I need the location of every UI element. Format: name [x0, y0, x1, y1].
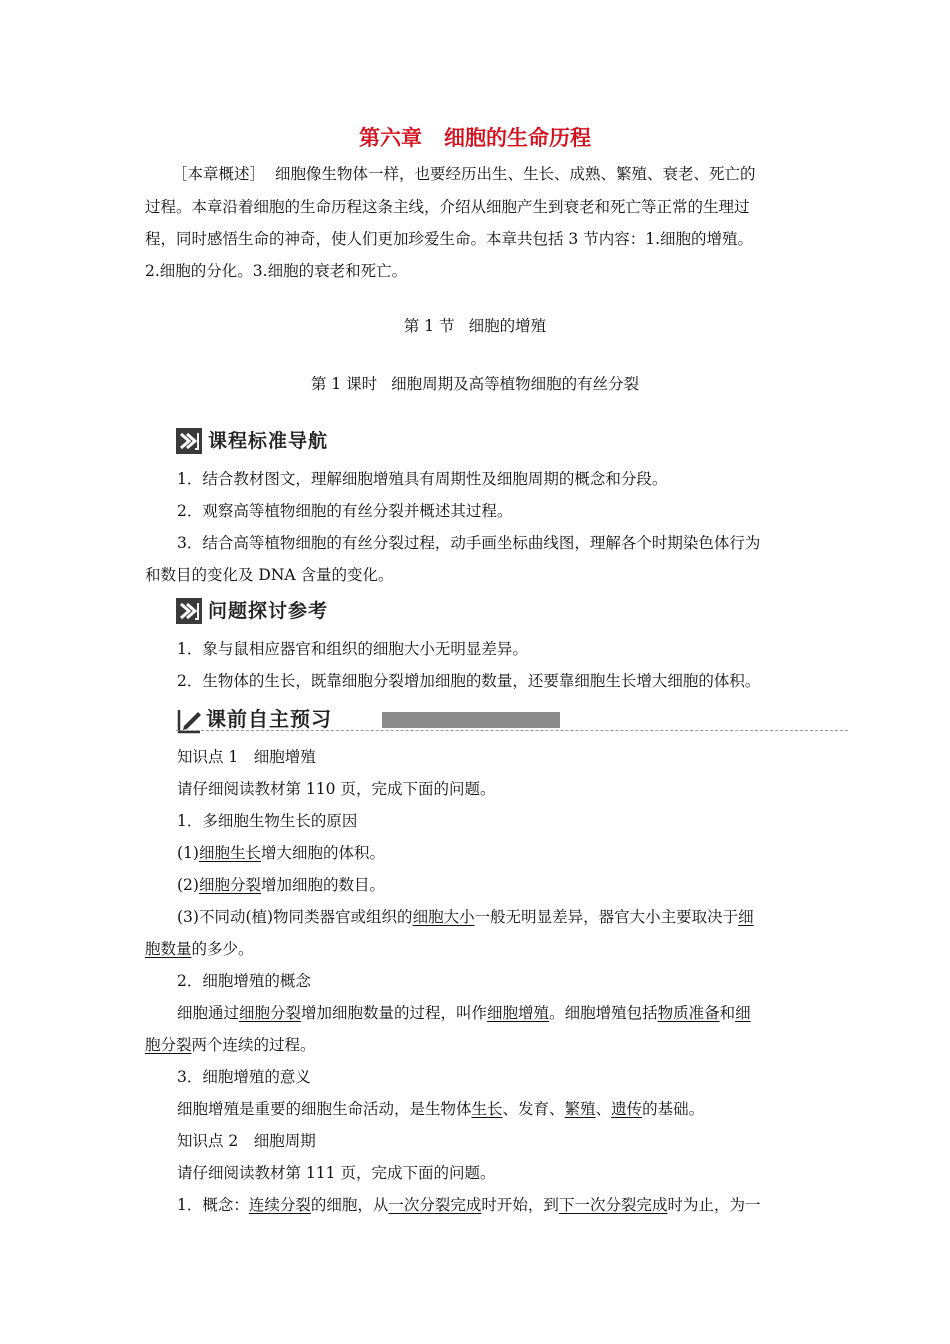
- chapter-number: 第六章: [359, 125, 422, 150]
- answer-blank: 胞分裂: [145, 1036, 192, 1054]
- answer-blank: 细: [735, 1004, 751, 1022]
- standards-banner: [176, 426, 476, 456]
- lesson-title: 第 1 课时 细胞周期及高等植物细胞的有丝分裂: [310, 375, 640, 393]
- kp1-item1-title: 1．多细胞生物生长的原因: [177, 812, 358, 830]
- standards-item-3-cont: 和数目的变化及 DNA 含量的变化。: [145, 566, 394, 584]
- discussion-item-2: 2．生物体的生长，既靠细胞分裂增加细胞的数量，还要靠细胞生长增大细胞的体积。: [177, 672, 761, 690]
- kp1-item2-text: 细胞通过细胞分裂增加细胞数量的过程，叫作细胞增殖。细胞增殖包括物质准备和细: [177, 1004, 751, 1022]
- preview-banner: [176, 704, 848, 736]
- kp2-title: 知识点 2 细胞周期: [177, 1132, 316, 1150]
- answer-blank: 连续分裂: [248, 1196, 311, 1214]
- answer-blank: 细胞分裂: [239, 1004, 302, 1022]
- answer-blank: 细胞分裂: [198, 876, 261, 894]
- overview-label: ［本章概述］: [172, 165, 266, 183]
- answer-blank: 生长: [471, 1100, 503, 1118]
- chapter-title: [0, 124, 950, 152]
- preview-heading: 课前自主预习: [206, 707, 332, 731]
- kp1-item1-2: (2)细胞分裂增加细胞的数目。: [177, 876, 385, 894]
- answer-blank: 细胞增殖: [487, 1004, 550, 1022]
- kp1-instruction: 请仔细阅读教材第 110 页，完成下面的问题。: [177, 780, 496, 798]
- banner-grey-bar: [382, 712, 560, 728]
- kp1-item1-3: (3)不同动(植)物同类器官或组织的细胞大小一般无明显差异，器官大小主要取决于细: [177, 908, 754, 926]
- kp2-instruction: 请仔细阅读教材第 111 页，完成下面的问题。: [177, 1164, 496, 1182]
- banner-rule: [176, 730, 848, 731]
- overview-line-1: ［本章概述］ 细胞像生物体一样，也要经历出生、生长、成熟、繁殖、衰老、死亡的: [172, 165, 756, 183]
- standards-item-2: 2．观察高等植物细胞的有丝分裂并概述其过程。: [177, 502, 513, 520]
- answer-blank: 下一次分裂完成: [558, 1196, 668, 1214]
- arrow-badge-icon: [176, 598, 202, 624]
- answer-blank: 胞数量: [145, 940, 192, 958]
- standards-heading: 课程标准导航: [208, 430, 329, 452]
- kp1-title: 知识点 1 细胞增殖: [177, 748, 316, 766]
- discussion-heading: 问题探讨参考: [208, 600, 329, 622]
- answer-blank: 遗传: [611, 1100, 643, 1118]
- kp1-item1-1: (1)细胞生长增大细胞的体积。: [177, 844, 385, 862]
- answer-blank: 细胞大小: [412, 908, 475, 926]
- discussion-banner: [176, 596, 476, 626]
- overview-line-2: 过程。本章沿着细胞的生命历程这条主线，介绍从细胞产生到衰老和死亡等正常的生理过: [145, 198, 750, 216]
- answer-blank: 繁殖: [564, 1100, 596, 1118]
- arrow-badge-icon: [176, 428, 202, 454]
- answer-blank: 一次分裂完成: [388, 1196, 482, 1214]
- kp1-item2-title: 2．细胞增殖的概念: [177, 972, 311, 990]
- answer-blank: 物质准备: [657, 1004, 720, 1022]
- chapter-name: 细胞的生命历程: [444, 125, 591, 150]
- kp1-item2-text-cont: 胞分裂两个连续的过程。: [145, 1036, 316, 1054]
- standards-item-1: 1．结合教材图文，理解细胞增殖具有周期性及细胞周期的概念和分段。: [177, 470, 668, 488]
- section-title: 第 1 节 细胞的增殖: [403, 317, 547, 335]
- discussion-item-1: 1．象与鼠相应器官和组织的细胞大小无明显差异。: [177, 640, 528, 658]
- kp1-item3-title: 3．细胞增殖的意义: [177, 1068, 311, 1086]
- answer-blank: 细: [738, 908, 754, 926]
- overview-line-4: 2.细胞的分化。3.细胞的衰老和死亡。: [145, 262, 408, 280]
- answer-blank: 细胞生长: [198, 844, 261, 862]
- kp1-item3-text: 细胞增殖是重要的细胞生命活动，是生物体生长、发育、繁殖、遗传的基础。: [177, 1100, 705, 1118]
- kp1-item1-3-cont: 胞数量的多少。: [145, 940, 254, 958]
- standards-item-3: 3．结合高等植物细胞的有丝分裂过程，动手画坐标曲线图，理解各个时期染色体行为: [177, 534, 761, 552]
- overview-line-3: 程，同时感悟生命的神奇，使人们更加珍爱生命。本章共包括 3 节内容：1.细胞的增殖。: [145, 230, 754, 248]
- kp2-item1: 1．概念：连续分裂的细胞，从一次分裂完成时开始，到下一次分裂完成时为止，为一: [177, 1196, 761, 1214]
